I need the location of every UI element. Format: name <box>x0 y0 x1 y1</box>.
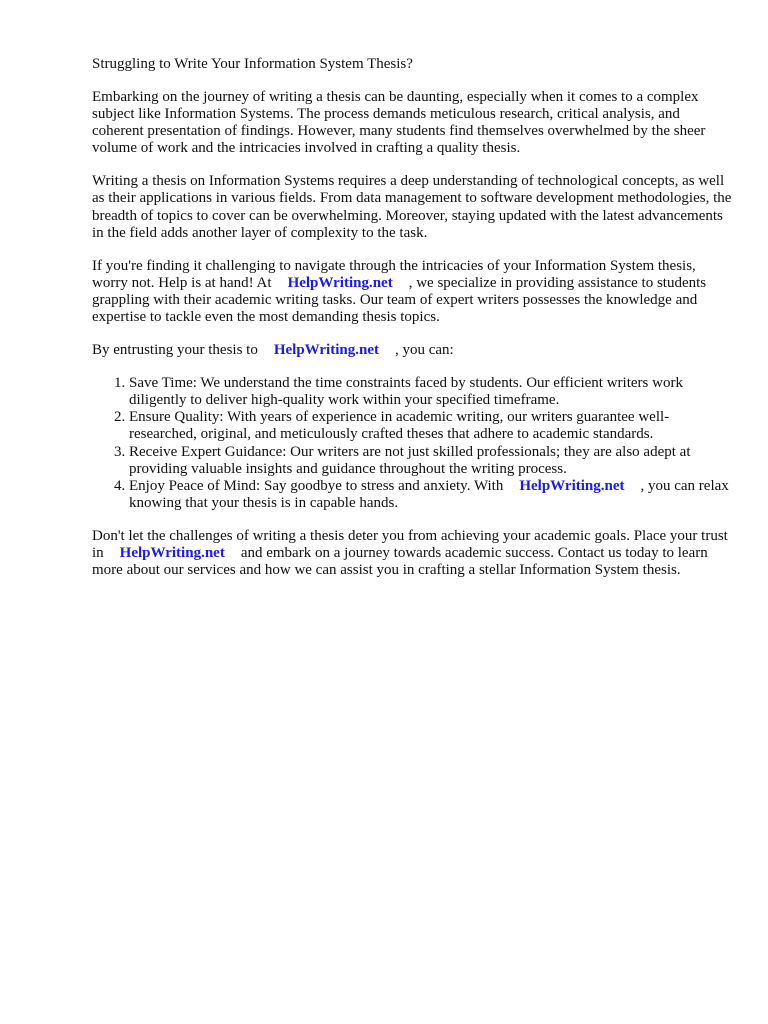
help-paragraph-text-after: , we specialize in providing assistance to students grappling with their academic writing tasks. Our team of expert writers possesses the knowledge and expertise to tackle even the most demanding thesis topics. <box>92 274 707 326</box>
entrust-paragraph <box>92 342 732 359</box>
intro-paragraph: Embarking on the journey of writing a thesis can be daunting, especially when it comes to a complex subject like Information Systems. The process demands meticulous research, critical analysis, and coherent presentation of findings. However, many students find themselves overwhelmed by the sheer volume of work and the intricacies involved in crafting a quality thesis. <box>92 88 706 157</box>
requirements-paragraph: Writing a thesis on Information Systems requires a deep understanding of technological concepts, as well as their applications in various fields. From data management to software development methodologies, the breadth of topics to cover can be overwhelming. Moreover, staying updated with the latest advancements in the field adds another layer of complexity to the task. <box>92 173 732 241</box>
benefits-list <box>92 375 732 513</box>
list-item <box>129 478 732 512</box>
list-item: 3. Receive Expert Guidance: Our writers are not just skilled professionals; they are also adept at providing valuable insights and guidance throughout the writing process. <box>129 444 732 478</box>
entrust-text-after: , you can: <box>394 342 454 359</box>
list-item: 2. Ensure Quality: With years of experience in academic writing, our writers guarantee well-researched, original, and meticulously crafted theses that adhere to academic standards. <box>129 409 732 443</box>
help-paragraph <box>92 258 732 327</box>
document-title: Struggling to Write Your Information System Thesis? <box>92 56 413 72</box>
entrust-text-before: By entrusting your thesis to <box>92 342 258 359</box>
list-item-text-after: , you can relax knowing that your thesis is in capable hands. <box>129 478 729 512</box>
closing-text-before: Don't let the challenges of writing a thesis deter you from achieving your academic goals. Place your trust in <box>92 528 728 562</box>
helpwriting-link[interactable]: HelpWriting.net <box>119 545 225 562</box>
help-paragraph-text-before: If you're finding it challenging to navigate through the intricacies of your Information System thesis, worry not. Help is at hand! At <box>92 257 696 291</box>
helpwriting-link[interactable]: HelpWriting.net <box>287 274 393 291</box>
document-page <box>92 56 732 595</box>
helpwriting-link[interactable]: HelpWriting.net <box>519 478 625 495</box>
closing-text-after: and embark on a journey towards academic success. Contact us today to learn more about our services and how we can assist you in crafting a stellar Information System thesis. <box>92 545 708 579</box>
closing-paragraph <box>92 528 732 580</box>
helpwriting-link[interactable]: HelpWriting.net <box>273 342 379 359</box>
list-item: 1. Save Time: We understand the time constraints faced by students. Our efficient writers work diligently to deliver high-quality work within your specified timeframe. <box>129 375 732 409</box>
list-item-text-before: Enjoy Peace of Mind: Say goodbye to stress and anxiety. With <box>129 478 504 495</box>
